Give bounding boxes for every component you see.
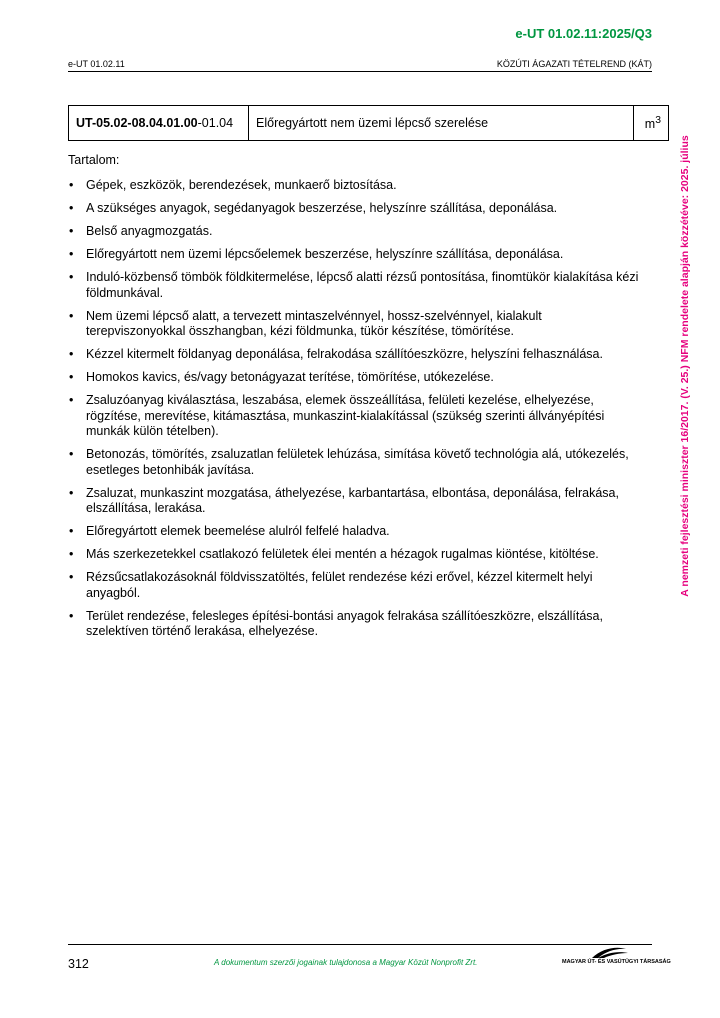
list-item	[68, 609, 640, 640]
bullet-icon: •	[69, 308, 74, 323]
item-code-cell	[69, 106, 249, 141]
list-item	[68, 247, 640, 263]
bullet-icon: •	[69, 370, 74, 384]
item-row	[69, 106, 669, 141]
list-item-text: Zsaluzat, munkaszint mozgatása, áthelyezése, karbantartása, elbontása, deponálása, felrakása, elszállítása, lerakása.	[86, 485, 619, 515]
list-item	[68, 347, 640, 363]
list-item-text: Előregyártott elemek beemelése alulról felfelé haladva.	[86, 524, 390, 538]
list-item-text: Más szerkezetekkel csatlakozó felületek élei mentén a hézagok rugalmas kiöntése, kitöltése.	[86, 547, 599, 561]
list-item	[68, 201, 640, 217]
page-number: 312	[68, 957, 89, 971]
bullet-icon: •	[69, 224, 74, 238]
item-unit: m	[644, 117, 656, 132]
list-item-text: Zsaluzóanyag kiválasztása, leszabása, elemek összeállítása, felületi kezelése, elhelyezése, rögzítése, merevítése, kitámasztása, munkaszint-kialakítással (szükség szerinti állványépítési munkák külön tételben).	[86, 393, 605, 438]
list-item	[68, 486, 640, 517]
list-item-text: Előregyártott nem üzemi lépcsőelemek beszerzése, helyszínre szállítása, deponálása.	[86, 247, 564, 261]
list-item-text: Kézzel kitermelt földanyag deponálása, felrakodása szállítóeszközre, helyszíni felhasználása.	[86, 347, 603, 361]
item-unit-exponent: 3	[655, 114, 661, 126]
item-code-main: UT-05.02-08.04.01.00	[76, 116, 198, 130]
header-divider	[68, 71, 652, 72]
list-item	[68, 370, 640, 386]
item-unit-cell	[634, 106, 669, 141]
copyright-notice: A dokumentum szerzői jogainak tulajdonosa a Magyar Közút Nonprofit Zrt.	[214, 958, 478, 967]
bullet-icon: •	[69, 524, 74, 538]
item-table	[68, 105, 669, 141]
content-heading: Tartalom:	[68, 153, 120, 167]
bullet-icon: •	[69, 201, 74, 215]
list-item	[68, 309, 640, 340]
list-item-text: Nem üzemi lépcső alatt, a tervezett mintaszelvénnyel, hossz-szelvénnyel, kialakult terepviszonyokkal összhangban, kézi földmunka, tükör készítése, tömörítése.	[86, 308, 542, 338]
list-item-text: Homokos kavics, és/vagy betonágyazat terítése, tömörítése, utókezelése.	[86, 370, 494, 384]
list-item-text: Betonozás, tömörítés, zsaluzatlan felületek lehúzása, simítása követő technológia alá, utókezelés, esetleges betonhibák javítása.	[86, 447, 629, 477]
bullet-icon: •	[69, 393, 74, 407]
document-code: e-UT 01.02.11:2025/Q3	[515, 26, 652, 41]
list-item	[68, 224, 640, 240]
item-code-suffix: -01.04	[197, 116, 234, 130]
list-item	[68, 524, 640, 540]
list-item-text: Induló-közbenső tömbök földkitermelése, lépcső alatti rézsű pontosítása, finomtükör kialakítása kézi földmunkával.	[86, 270, 639, 300]
header-right-title: KÖZÚTI ÁGAZATI TÉTELREND (KÁT)	[496, 59, 652, 69]
list-item-text: Belső anyagmozgatás.	[86, 224, 213, 238]
footer-divider	[68, 944, 652, 945]
header-left-code: e-UT 01.02.11	[68, 59, 125, 69]
logo-text: MAGYAR ÚT- ÉS VASÚTÜGYI TÁRSASÁG	[562, 959, 671, 965]
bullet-icon: •	[69, 270, 74, 284]
list-item	[68, 547, 640, 563]
list-item-text: Gépek, eszközök, berendezések, munkaerő biztosítása.	[86, 178, 397, 192]
list-item	[68, 178, 640, 194]
list-item	[68, 570, 640, 601]
bullet-icon: •	[69, 570, 74, 584]
bullet-icon: •	[69, 178, 74, 192]
item-description-cell: Előregyártott nem üzemi lépcső szerelése	[249, 106, 634, 141]
list-item	[68, 393, 640, 440]
side-note-text: A nemzeti fejlesztési miniszter 16/2017. (V. 25.) NFM rendelete alapján közzétéve: 2025. július	[679, 135, 691, 597]
bullet-icon: •	[69, 547, 74, 561]
list-item	[68, 447, 640, 478]
list-item-text: A szükséges anyagok, segédanyagok beszerzése, helyszínre szállítása, deponálása.	[86, 201, 558, 215]
list-item-text: Terület rendezése, felesleges építési-bontási anyagok felrakása szállítóeszközre, elszállítása, szelektíven történő lerakása, elhelyezése.	[86, 608, 603, 638]
bullet-icon: •	[69, 347, 74, 361]
bullet-icon: •	[69, 447, 74, 461]
list-item-text: Rézsűcsatlakozásoknál földvisszatöltés, felület rendezése kézi erővel, kézzel kitermelt helyi anyagból.	[86, 570, 593, 600]
bullet-icon: •	[69, 247, 74, 261]
content-list	[68, 178, 640, 647]
bullet-icon: •	[69, 485, 74, 500]
list-item	[68, 270, 640, 301]
bullet-icon: •	[69, 608, 74, 623]
